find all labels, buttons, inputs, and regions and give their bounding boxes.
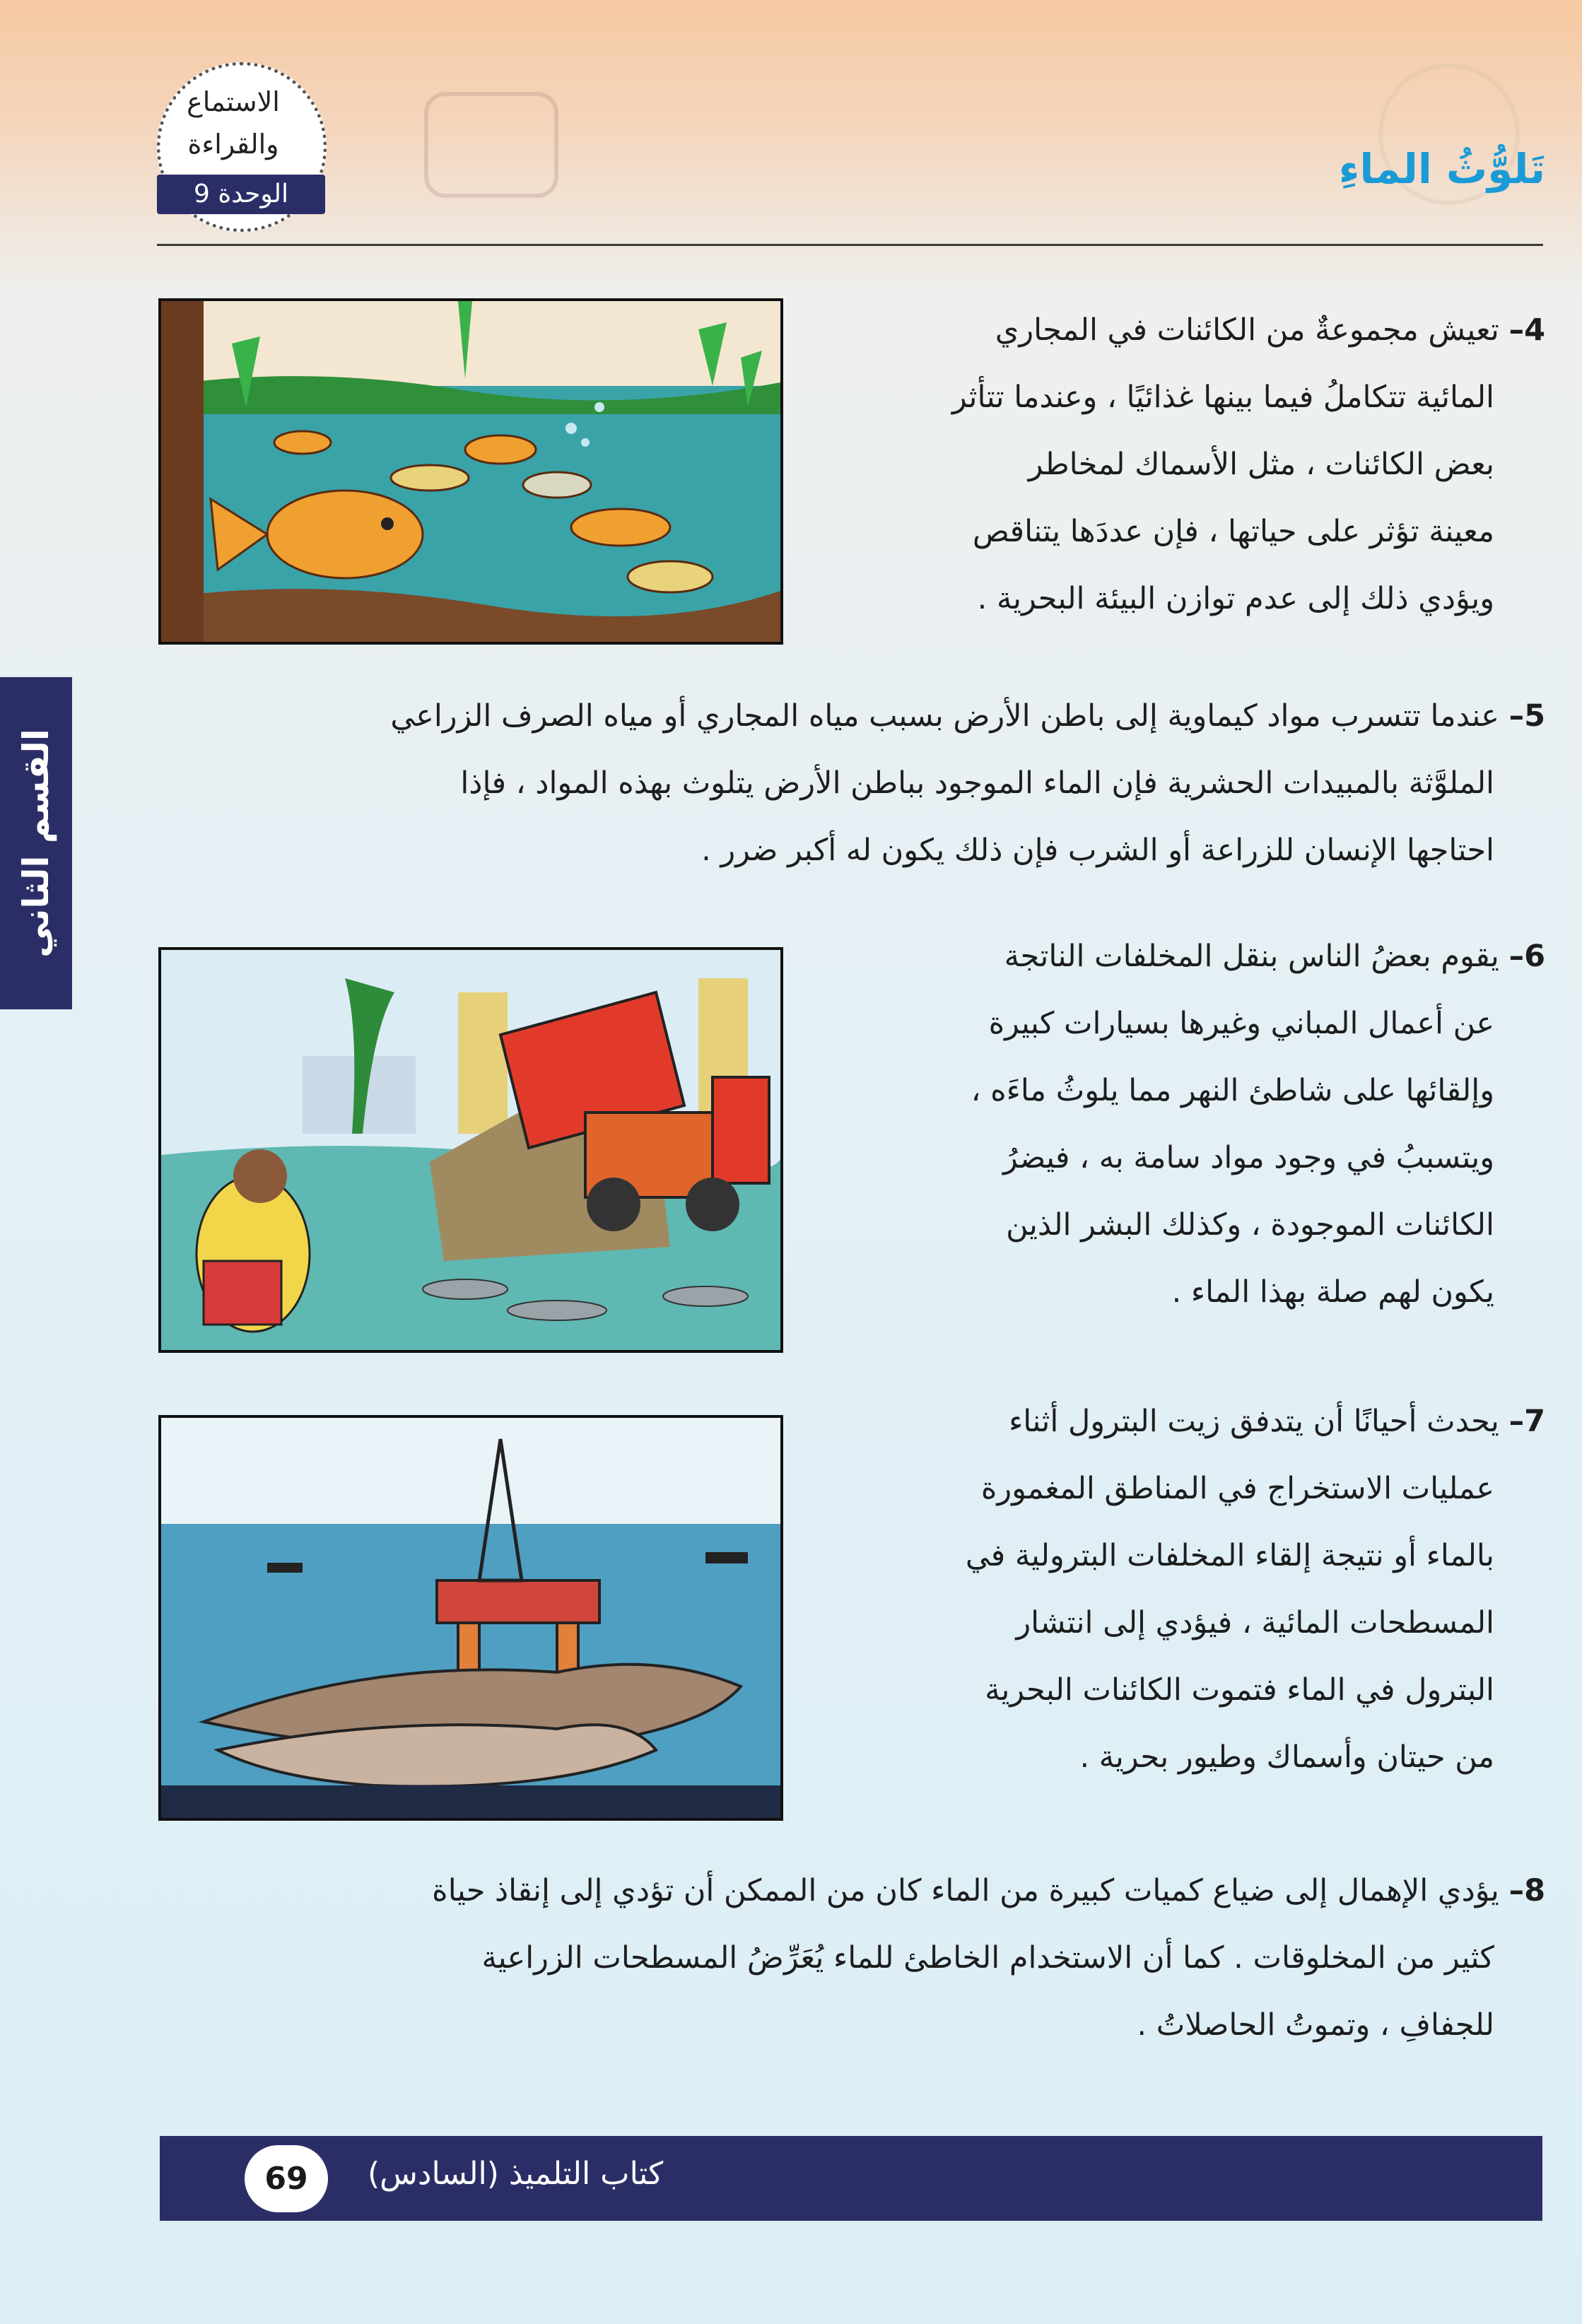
header-divider	[157, 244, 1543, 246]
paragraph-8-line-1: يؤدي الإهمال إلى ضياع كميات كبيرة من الماء كان من الممكن أن تؤدي إلى إنقاذ حياة	[432, 1873, 1499, 1908]
paragraph-4-line-4: معينة تؤثر على حياتها ، فإن عددَها يتناقص	[972, 514, 1494, 549]
paragraph-4-line-3: بعض الكائنات ، مثل الأسماك لمخاطر	[1028, 447, 1494, 482]
paragraph-6-line-3: وإلقائها على شاطئ النهر مما يلوثُ ماءَه ،	[971, 1073, 1494, 1108]
paragraph-8-line-3: للجفافِ ، وتموتُ الحاصلاتُ .	[1137, 2007, 1494, 2043]
paragraph-6-line-6: يكون لهم صلة بهذا الماء .	[1171, 1274, 1494, 1310]
page-title: تَلوُّثُ الماءِ	[1338, 145, 1545, 193]
paragraph-8-number: 8–	[1508, 1873, 1545, 1908]
paragraph-4-line-1: تعيش مجموعةٌ من الكائنات في المجاري	[995, 312, 1499, 348]
badge-line-1: الاستماع	[187, 86, 280, 117]
paragraph-7-line-2: عمليات الاستخراج في المناطق المغمورة	[980, 1471, 1494, 1506]
paragraph-6-line-5: الكائنات الموجودة ، وكذلك البشر الذين	[1006, 1207, 1494, 1243]
paragraph-7-line-1: يحدث أحيانًا أن يتدفق زيت البترول أثناء	[1009, 1404, 1499, 1439]
paragraph-6-line-2: عن أعمال المباني وغيرها بسيارات كبيرة	[988, 1006, 1494, 1041]
footer-book-title: كتاب التلميذ (السادس)	[368, 2156, 664, 2192]
paragraph-7	[835, 1388, 1545, 1791]
paragraph-6-line-4: ويتسببُ في وجود مواد سامة به ، فيضرُ	[1002, 1140, 1494, 1175]
unit-label: الوحدة 9	[157, 175, 325, 214]
paragraph-7-line-3: بالماء أو نتيجة إلقاء المخلفات البترولية في	[965, 1538, 1494, 1573]
paragraph-5-number: 5–	[1508, 698, 1545, 734]
side-tab-label: القسم الثاني	[16, 729, 57, 958]
paragraph-5-line-2: الملوَّثة بالمبيدات الحشرية فإن الماء الموجود بباطن الأرض يتلوث بهذه المواد ، فإذا	[460, 765, 1494, 801]
paragraph-7-line-6: من حيتان وأسماك وطيور بحرية .	[1079, 1739, 1494, 1775]
truck-waste-illustration	[158, 947, 783, 1353]
section-side-tab	[0, 677, 72, 1009]
paragraph-5-line-1: عندما تتسرب مواد كيماوية إلى باطن الأرض بسبب مياه المجاري أو مياه الصرف الزراعي	[390, 698, 1499, 734]
paragraph-5-line-3: احتاجها الإنسان للزراعة أو الشرب فإن ذلك يكون له أكبر ضرر .	[701, 833, 1494, 868]
paragraph-7-line-4: المسطحات المائية ، فيؤدي إلى انتشار	[1016, 1605, 1494, 1641]
paragraph-7-line-5: البترول في الماء فتموت الكائنات البحرية	[985, 1672, 1494, 1708]
paragraph-4	[835, 297, 1545, 633]
paragraph-4-line-2: المائية تتكاملُ فيما بينها غذائيًا ، وعندما تتأثر	[951, 380, 1494, 415]
badge-line-2: والقراءة	[187, 129, 279, 160]
paragraph-4-number: 4–	[1508, 312, 1545, 348]
paragraph-6-number: 6–	[1508, 939, 1545, 974]
lesson-watermark-icon	[424, 92, 558, 198]
paragraph-5	[160, 683, 1545, 884]
fish-ecosystem-illustration	[158, 298, 783, 645]
paragraph-8	[160, 1858, 1545, 2059]
paragraph-6-line-1: يقوم بعضُ الناس بنقل المخلفات الناتجة	[1004, 939, 1499, 974]
page-number: 69	[245, 2145, 328, 2212]
oil-rig-whales-illustration	[158, 1415, 783, 1821]
paragraph-8-line-2: كثير من المخلوقات . كما أن الاستخدام الخاطئ للماء يُعَرِّضُ المسطحات الزراعية	[481, 1940, 1494, 1976]
paragraph-4-line-5: ويؤدي ذلك إلى عدم توازن البيئة البحرية .	[977, 581, 1494, 616]
paragraph-6	[835, 923, 1545, 1326]
paragraph-7-number: 7–	[1508, 1404, 1545, 1439]
